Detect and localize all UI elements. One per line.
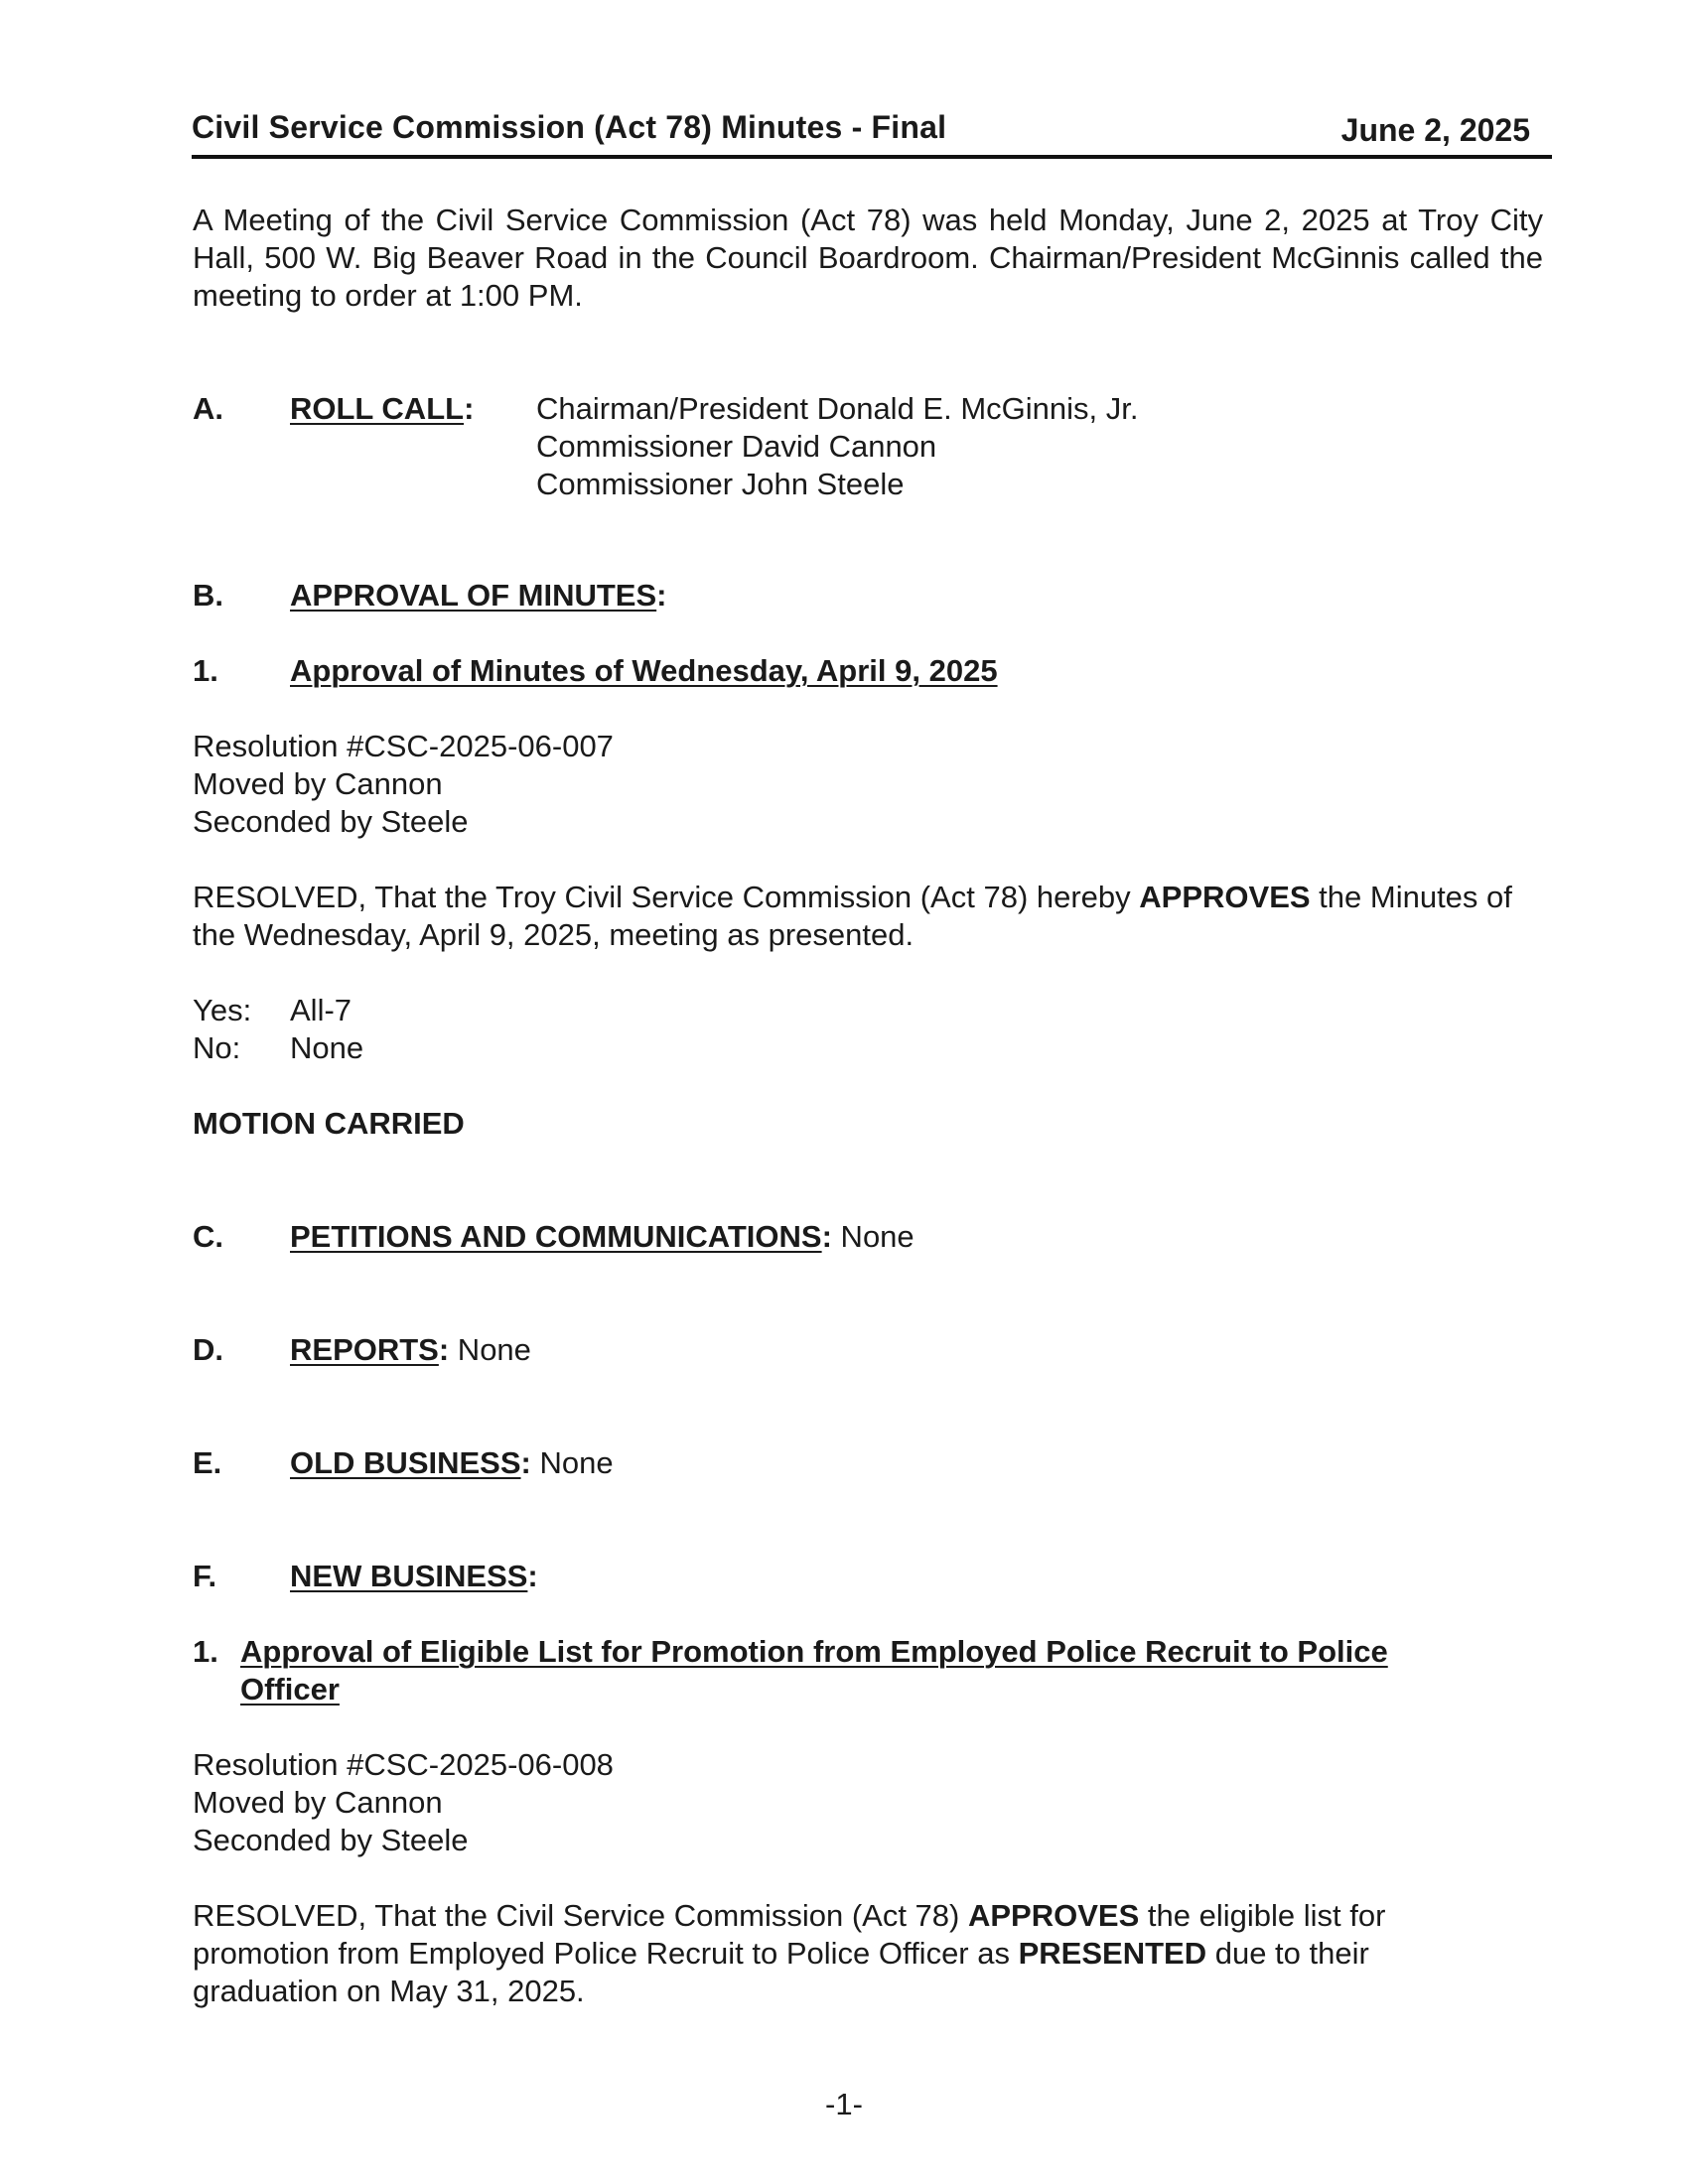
item-number: 1.	[193, 653, 218, 688]
resolved-paragraph: RESOLVED, That the Civil Service Commission (Act 78) APPROVES the eligible list for promotion from Employed Police Recruit to Police Officer as PRESENTED due to their graduation on May 31, 2025.	[193, 1898, 1386, 2008]
document-date: June 2, 2025	[1340, 112, 1530, 148]
section-letter: D.	[193, 1332, 223, 1367]
vote-no: No: None	[193, 1030, 364, 1065]
section-heading: REPORTS: None	[290, 1332, 531, 1367]
resolution-block	[193, 1746, 1543, 1859]
moved-by: Moved by Cannon	[193, 766, 443, 801]
section-heading: NEW BUSINESS:	[290, 1559, 538, 1593]
section-letter: A.	[193, 391, 223, 426]
roll-call-member: Commissioner David Cannon	[536, 429, 937, 464]
item-title: Approval of Eligible List for Promotion from Employed Police Recruit to Police Officer	[240, 1634, 1388, 1706]
vote-yes: Yes: All-7	[193, 993, 352, 1027]
resolution-number: Resolution #CSC-2025-06-007	[193, 729, 614, 763]
roll-call-member: Commissioner John Steele	[536, 467, 905, 501]
section-heading: APPROVAL OF MINUTES:	[290, 578, 667, 613]
roll-call-members	[536, 390, 1138, 503]
section-heading: PETITIONS AND COMMUNICATIONS: None	[290, 1219, 914, 1254]
intro-paragraph: A Meeting of the Civil Service Commission (Act 78) was held Monday, June 2, 2025 at Troy City Hall, 500 W. Big Beaver Road in the Council Boardroom. Chairman/President McGinnis called the meeting to order at 1:00 PM.	[193, 203, 1543, 313]
section-heading: ROLL CALL:	[290, 391, 475, 426]
page-header	[192, 109, 1552, 159]
roll-call-member: Chairman/President Donald E. McGinnis, Jr.	[536, 391, 1139, 426]
resolved-paragraph: RESOLVED, That the Troy Civil Service Commission (Act 78) hereby APPROVES the Minutes of the Wednesday, April 9, 2025, meeting as presented.	[193, 880, 1512, 952]
seconded-by: Seconded by Steele	[193, 804, 469, 839]
vote-tally	[193, 992, 363, 1067]
section-heading: OLD BUSINESS: None	[290, 1445, 614, 1480]
resolution-number: Resolution #CSC-2025-06-008	[193, 1747, 614, 1782]
item-title: Approval of Minutes of Wednesday, April 9, 2025	[290, 653, 998, 688]
seconded-by: Seconded by Steele	[193, 1823, 469, 1857]
item-number: 1.	[193, 1634, 218, 1669]
moved-by: Moved by Cannon	[193, 1785, 443, 1820]
section-letter: B.	[193, 578, 223, 613]
section-letter: F.	[193, 1559, 217, 1593]
section-letter: E.	[193, 1445, 222, 1480]
document-title: Civil Service Commission (Act 78) Minutes - Final	[192, 109, 947, 145]
section-letter: C.	[193, 1219, 223, 1254]
resolution-block	[193, 728, 1543, 841]
motion-result: MOTION CARRIED	[193, 1106, 465, 1141]
page-number: -1-	[825, 2087, 863, 2121]
